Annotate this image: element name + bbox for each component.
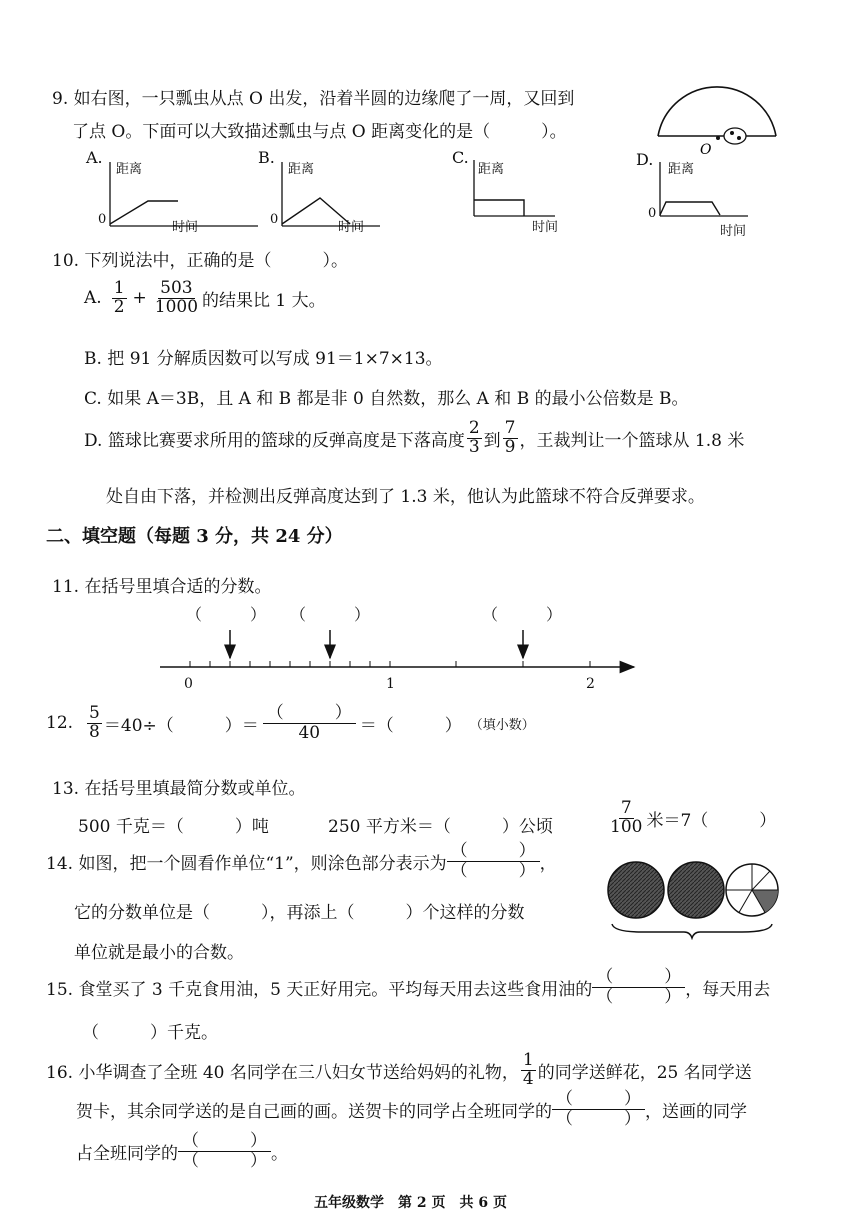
page-footer: 五年级数学 第 2 页 共 6 页 bbox=[314, 1195, 507, 1211]
number-line-ticks bbox=[190, 661, 590, 667]
q13-item-2: 250 平方米＝（ ）公顷 bbox=[328, 817, 553, 837]
q16-line1 bbox=[46, 1052, 752, 1089]
q15-line2: （ ）千克。 bbox=[82, 1023, 218, 1043]
fraction-503-1000: $\frac{503}{1000}$ bbox=[154, 278, 199, 317]
q15-line1 bbox=[46, 968, 770, 1006]
fraction-seven-ninths: $\frac{7}{9}$ bbox=[504, 418, 516, 457]
fraction-two-thirds: $\frac{2}{3}$ bbox=[468, 418, 480, 457]
q16-line3-text: 占全班同学的 bbox=[76, 1143, 178, 1164]
q11-title: 11. 在括号里填合适的分数。 bbox=[52, 577, 272, 597]
q9-option-c bbox=[452, 148, 642, 238]
option-xlabel: 时间 bbox=[172, 220, 199, 235]
brace bbox=[612, 924, 772, 938]
q9-line2: 了点 O。下面可以大致描述瓢虫与点 O 距离变化的是（ ）。 bbox=[72, 122, 567, 142]
answer-blank[interactable]: （ ） bbox=[482, 605, 563, 624]
option-xlabel: 时间 bbox=[532, 220, 559, 235]
q10-title: 10. 下列说法中，正确的是（ ）。 bbox=[52, 251, 348, 271]
option-letter: D. bbox=[636, 150, 654, 169]
item-3-text: 米＝7（ ） bbox=[646, 810, 777, 831]
tick-label-1: 1 bbox=[386, 676, 395, 692]
q15-text: 15. 食堂买了 3 千克食用油，5 天正好用完。平均每天用去这些食用油的 bbox=[46, 979, 593, 1000]
plus-sign: + bbox=[132, 288, 147, 309]
q14-text: 14. 如图，把一个圆看作单位“1”，则涂色部分表示为 bbox=[46, 853, 447, 874]
option-ylabel: 距离 bbox=[288, 162, 315, 177]
q16-line3 bbox=[76, 1132, 288, 1170]
option-letter: A. bbox=[84, 288, 102, 309]
q14-line2: 它的分数单位是（ ），再添上（ ）个这样的分数 bbox=[74, 903, 525, 923]
q14-line1 bbox=[46, 842, 557, 880]
fraction-blank-over-40[interactable]: （ ） 40 bbox=[263, 704, 356, 742]
tick-label-2: 2 bbox=[586, 676, 595, 692]
option-xlabel: 时间 bbox=[338, 220, 365, 235]
option-d-text: D. 篮球比赛要求所用的篮球的反弹高度是下落高度 bbox=[84, 430, 465, 451]
shaded-circle-2 bbox=[668, 862, 724, 918]
option-letter: B. bbox=[258, 148, 275, 167]
q9-option-a bbox=[86, 148, 279, 238]
semicircle-figure bbox=[650, 66, 780, 156]
fraction-one-quarter: $\frac{1}{4}$ bbox=[522, 1050, 534, 1089]
fraction-7-100: $\frac{7}{100}$ bbox=[610, 798, 643, 837]
q10-option-c: C. 如果 A＝3B，且 A 和 B 都是非 0 自然数，那么 A 和 B 的最小公倍数是 B。 bbox=[84, 389, 689, 409]
q10-option-d-line2: 处自由下落，并检测出反弹高度达到了 1.3 米，他认为此篮球不符合反弹要求。 bbox=[106, 487, 705, 507]
answer-fraction-blank[interactable]: （ ） （ ） bbox=[592, 968, 685, 1006]
q13-item-1: 500 千克＝（ ）吨 bbox=[78, 817, 269, 837]
q16-line3-post: 。 bbox=[271, 1143, 288, 1164]
partial-circle bbox=[726, 864, 778, 916]
option-ylabel: 距离 bbox=[668, 162, 695, 177]
number-line bbox=[150, 620, 650, 680]
semicircle-o-label: O bbox=[700, 142, 712, 156]
q16-line2 bbox=[76, 1090, 747, 1128]
comma: ， bbox=[539, 853, 557, 874]
q15-text-post: ，每天用去 bbox=[685, 979, 771, 1000]
answer-blank[interactable]: （ ） bbox=[290, 605, 371, 624]
equation-part-2: ＝（ ） bbox=[359, 715, 462, 736]
q9-option-d bbox=[636, 150, 836, 240]
fill-decimal-note: （填小数） bbox=[469, 717, 535, 733]
option-origin: 0 bbox=[98, 212, 107, 227]
q10-option-d bbox=[84, 420, 744, 457]
q10-option-b: B. 把 91 分解质因数可以写成 91＝1×7×13。 bbox=[84, 349, 443, 369]
option-letter: C. bbox=[452, 148, 469, 167]
q14-line3: 单位就是最小的合数。 bbox=[74, 943, 244, 963]
q16-line2-post: ，送画的同学 bbox=[645, 1101, 747, 1122]
option-a-text: 的结果比 1 大。 bbox=[202, 290, 326, 311]
q9-option-b bbox=[258, 148, 448, 238]
option-origin: 0 bbox=[270, 212, 279, 227]
option-ylabel: 距离 bbox=[116, 162, 143, 177]
question-number: 12. bbox=[46, 713, 74, 734]
q10-option-a bbox=[84, 280, 326, 317]
equation-part: ＝40÷（ ）＝ bbox=[103, 715, 259, 736]
fraction-five-eighths: $\frac{5}{8}$ bbox=[89, 702, 100, 742]
q16-line2-text: 贺卡，其余同学送的是自己画的画。送贺卡的同学占全班同学的 bbox=[76, 1101, 552, 1122]
to-word: 到 bbox=[483, 430, 501, 451]
option-ylabel: 距离 bbox=[478, 162, 505, 177]
q16-text: 16. 小华调查了全班 40 名同学在三八妇女节送给妈妈的礼物， bbox=[46, 1062, 519, 1083]
answer-fraction-blank[interactable]: （ ） （ ） bbox=[552, 1090, 645, 1128]
answer-fraction-blank[interactable]: （ ） （ ） bbox=[447, 842, 540, 880]
option-xlabel: 时间 bbox=[720, 224, 747, 239]
q12-equation bbox=[46, 704, 535, 742]
shaded-circle-1 bbox=[608, 862, 664, 918]
q13-item-3 bbox=[606, 800, 776, 837]
q16-text-post: 的同学送鲜花，25 名同学送 bbox=[537, 1062, 752, 1083]
tick-label-0: 0 bbox=[184, 676, 193, 692]
option-origin: 0 bbox=[648, 206, 657, 221]
option-d-text-post: ，王裁判让一个篮球从 1.8 米 bbox=[519, 430, 745, 451]
circles-figure bbox=[602, 854, 782, 940]
section-heading: 二、填空题（每题 3 分，共 24 分） bbox=[46, 526, 343, 547]
q13-title: 13. 在括号里填最简分数或单位。 bbox=[52, 779, 306, 799]
q9-line1: 9. 如右图，一只瓢虫从点 O 出发，沿着半圆的边缘爬了一周，又回到 bbox=[52, 89, 575, 109]
answer-blank[interactable]: （ ） bbox=[186, 605, 267, 624]
fraction-one-half: $\frac{1}{2}$ bbox=[113, 278, 125, 317]
answer-fraction-blank[interactable]: （ ） （ ） bbox=[178, 1132, 271, 1170]
option-letter: A. bbox=[86, 148, 103, 167]
